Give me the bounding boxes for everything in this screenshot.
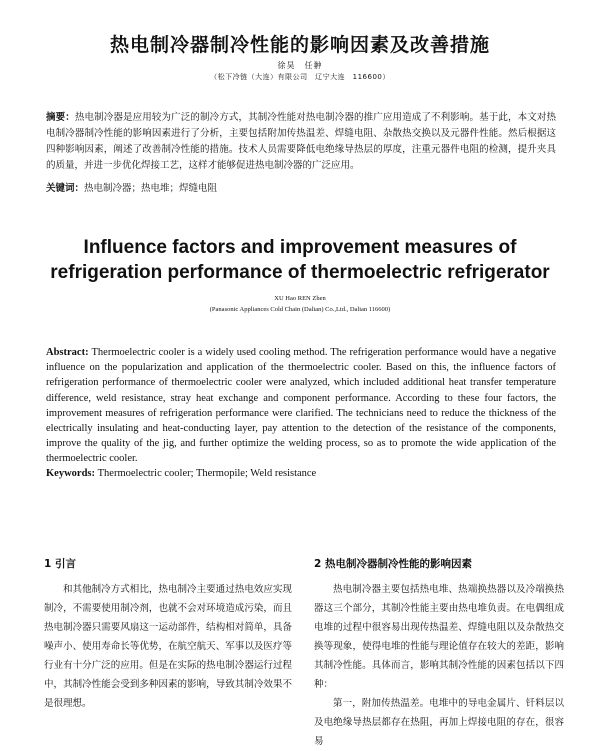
affiliation-en: (Panasonic Appliances Cold Chain (Dalian) Co.,Ltd., Dalian 116600) — [209, 306, 391, 313]
section-2-paragraph: 热电制冷器主要包括热电堆、热端换热器以及冷端换热器这三个部分，其制冷性能主要由热电堆负责。在电偶组成电堆的过程中很容易出现传热温差、焊缝电阻以及杂散热交换等现象，使得电堆的性能与理论值存在较大的差距，影响其制冷性能。具体而言，影响其制冷性能的因素包括以下四种： — [314, 584, 564, 690]
authors-cn: 徐昊 任翀 — [277, 61, 323, 70]
abstract-en-text: Thermoelectric cooler is a widely used cooling method. The refrigeration performance would have a negative influence on the popularization and application of the thermoelectric cooler. Based on this, the influence factors of refrigeration performance of thermoelectric cooler were analyzed, which included additional heat transfer temperature difference, weld resistance, stray heat exchange and component performance. According to these four factors, the improvement measures of refrigeration performance were clarified. The technicians need to reduce the thickness of the electrically insulating and heat-conducting layer, pay attention to the detection of the resistance of the components, improve the quality of the jig, and further optimize the welding process, so as to promote the wide application of the thermoelectric cooler. — [46, 347, 556, 465]
keywords-en — [46, 466, 556, 481]
section-2-body — [314, 580, 564, 747]
abstract-cn-text: 热电制冷器是应用较为广泛的制冷方式，其制冷性能对热电制冷器的推广应用造成了不利影响。基于此，本文对热电制冷器制冷性能的影响因素进行了分析，主要包括附加传热温差、焊缝电阻、杂散热交换以及元器件性能。然后根据这四种影响因素，阐述了改善制冷性能的措施。技术人员需要降低电绝缘导热层的厚度，注重元器件电阻的检测，提升夹具的质量，并进一步优化焊接工艺，这样才能够促进热电制冷器的广泛应用。 — [46, 112, 556, 171]
keywords-cn-text: 热电制冷器；热电堆；焊缝电阻 — [84, 183, 218, 194]
paper-title-en: Influence factors and improvement measures of refrigeration performance of thermoelectric refrigerator — [50, 237, 550, 283]
keywords-cn-label: 关键词： — [46, 183, 85, 194]
section-2-heading: 2 热电制冷器制冷性能的影响因素 — [314, 558, 472, 570]
section-1-paragraph: 和其他制冷方式相比，热电制冷主要通过热电效应实现制冷，不需要使用制冷剂，也就不会对环境造成污染，而且热电制冷器只需要风扇这一运动部件，结构相对简单，具备噪声小、使用寿命长等优势，在航空航天、军事以及医疗等行业有十分广泛的应用。但是在实际的热电制冷器运行过程中，其制冷性能会受到多种因素的影响，导致其制冷效果不是很理想。 — [44, 584, 292, 709]
abstract-en — [46, 345, 556, 467]
paper-title-cn: 热电制冷器制冷性能的影响因素及改善措施 — [109, 34, 490, 56]
keywords-en-label: Keywords: — [46, 468, 95, 479]
abstract-cn-label: 摘要： — [46, 112, 75, 123]
section-1-heading: 1 引言 — [44, 558, 76, 570]
section-2-paragraph: 第一，附加传热温差。电堆中的导电金属片、钎料层以及电绝缘导热层都存在热阻，再加上焊接电阻的存在，很容易 — [314, 698, 564, 747]
abstract-cn — [46, 110, 556, 174]
keywords-cn — [46, 181, 556, 197]
affiliation-cn: （松下冷链（大连）有限公司 辽宁大连 116600） — [210, 73, 390, 81]
keywords-en-text: Thermoelectric cooler; Thermopile; Weld resistance — [97, 468, 317, 479]
authors-en: XU Hao REN Zhen — [274, 295, 326, 302]
abstract-en-label: Abstract: — [46, 347, 89, 358]
section-1-body — [44, 580, 292, 709]
